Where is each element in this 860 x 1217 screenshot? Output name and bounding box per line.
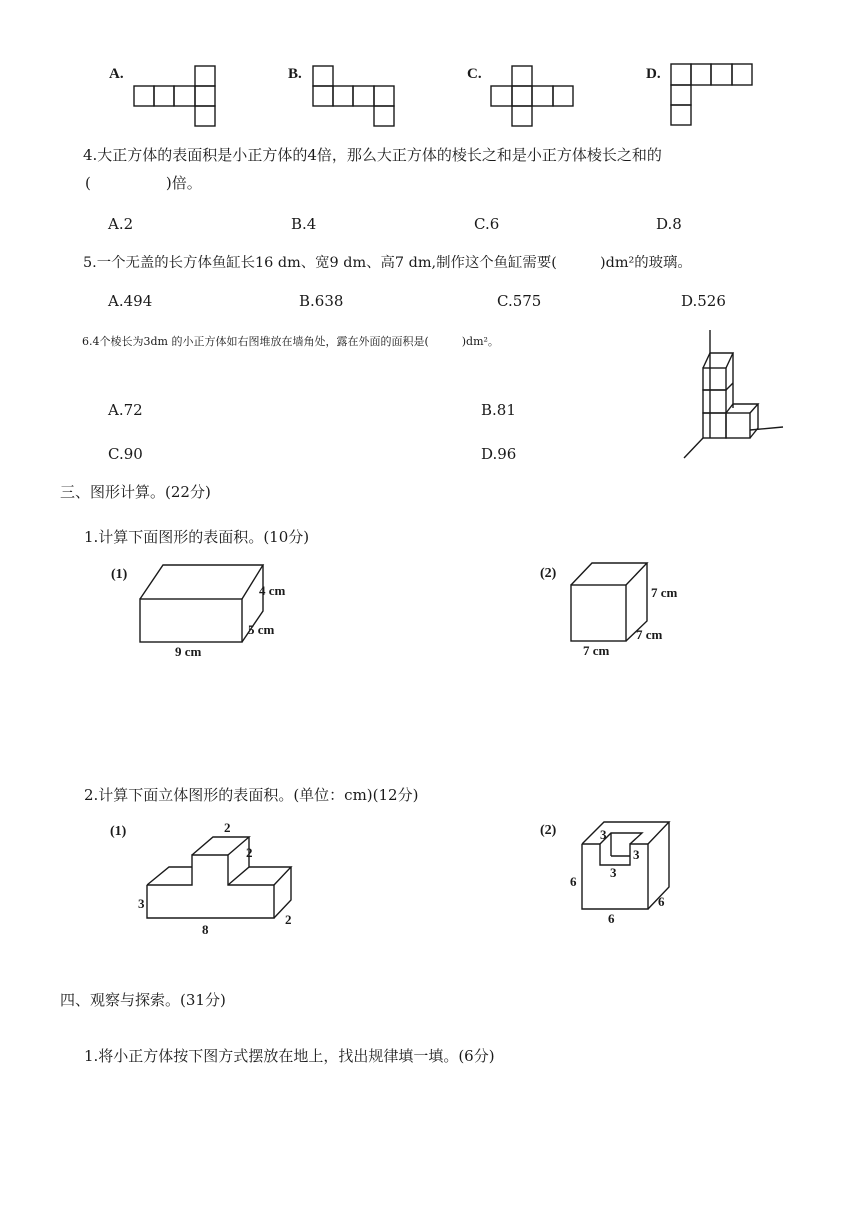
section-4-title: 四、观察与探索。(31分) xyxy=(60,991,226,1009)
depth-label: 2 xyxy=(285,912,292,927)
cube-height-label: 7 cm xyxy=(651,585,678,600)
option-b-letter: B. xyxy=(288,66,302,82)
notch-depth-label: 3 xyxy=(633,847,640,862)
notch-height-label: 3 xyxy=(610,865,617,880)
top-height-label: 2 xyxy=(246,845,253,860)
height-label: 6 xyxy=(570,874,577,889)
section-4-part-1-title: 1.将小正方体按下图方式摆放在地上，找出规律填一填。(6分) xyxy=(84,1047,495,1065)
figure-4-number: (2) xyxy=(540,823,557,838)
height-label: 3 xyxy=(138,896,145,911)
top-width-label: 2 xyxy=(224,820,231,835)
option-c-letter: C. xyxy=(467,66,482,82)
section-3-part-1-title: 1.计算下面图形的表面积。(10分) xyxy=(84,528,310,546)
depth-label: 6 xyxy=(658,894,665,909)
q4-option-d[interactable]: D.8 xyxy=(656,215,682,233)
q6-option-a[interactable]: A.72 xyxy=(108,401,143,419)
figure-1-number: (1) xyxy=(111,567,128,582)
cube-width-label: 7 cm xyxy=(636,627,663,642)
cuboid-height-label: 4 cm xyxy=(259,583,286,598)
q6-option-d[interactable]: D.96 xyxy=(481,445,517,463)
q4-option-c[interactable]: C.6 xyxy=(474,215,500,233)
q4-option-b[interactable]: B.4 xyxy=(291,215,317,233)
question-4-text: 4.大正方体的表面积是小正方体的4倍，那么大正方体的棱长之和是小正方体棱长之和的 xyxy=(83,146,662,164)
length-label: 8 xyxy=(202,922,209,937)
cuboid-width-label: 5 cm xyxy=(248,622,275,637)
q4-option-a[interactable]: A.2 xyxy=(108,215,134,233)
q5-option-d[interactable]: D.526 xyxy=(681,292,726,310)
length-label: 6 xyxy=(608,911,615,926)
section-3-title: 三、图形计算。(22分) xyxy=(60,483,211,501)
q5-option-b[interactable]: B.638 xyxy=(299,292,344,310)
option-a-letter: A. xyxy=(109,66,124,82)
question-6-text: 6.4个棱长为3dm 的小正方体如右图堆放在墙角处，露在外面的面积是( )dm²。 xyxy=(82,335,499,348)
q6-option-b[interactable]: B.81 xyxy=(481,401,516,419)
question-5-text: 5.一个无盖的长方体鱼缸长16 dm、宽9 dm、高7 dm,制作这个鱼缸需要( )dm²的玻璃。 xyxy=(83,255,692,271)
cube-length-label: 7 cm xyxy=(583,643,610,658)
notch-width-label: 3 xyxy=(600,827,607,842)
q6-option-c[interactable]: C.90 xyxy=(108,445,143,463)
cuboid-length-label: 9 cm xyxy=(175,644,202,659)
option-d-letter: D. xyxy=(646,66,661,82)
q5-option-a[interactable]: A.494 xyxy=(108,292,153,310)
figure-3-number: (1) xyxy=(110,824,127,839)
figure-2-number: (2) xyxy=(540,566,557,581)
section-3-part-2-title: 2.计算下面立体图形的表面积。(单位：cm)(12分) xyxy=(84,786,419,804)
q5-option-c[interactable]: C.575 xyxy=(497,292,542,310)
question-4-text-cont: ( )倍。 xyxy=(85,174,202,192)
